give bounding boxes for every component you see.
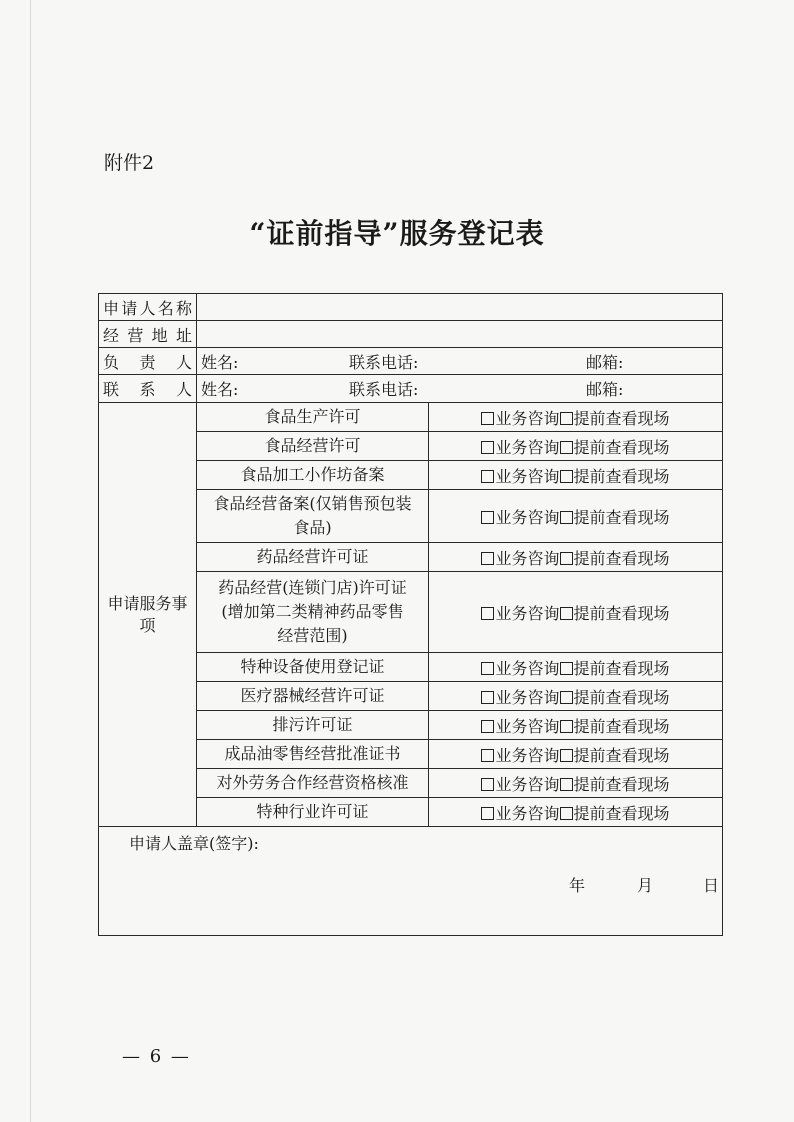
- checkbox-consult[interactable]: [481, 607, 494, 620]
- option-site-label: 提前查看现场: [573, 745, 670, 765]
- name-label: 姓名:: [201, 352, 239, 372]
- service-options: [429, 543, 723, 572]
- checkbox-site[interactable]: [560, 749, 573, 762]
- service-options: [429, 798, 723, 827]
- option-site-label: 提前查看现场: [573, 548, 670, 568]
- checkbox-consult[interactable]: [481, 778, 494, 791]
- row-signature: [99, 827, 723, 936]
- option-site-label: 提前查看现场: [573, 437, 670, 457]
- service-options: [429, 490, 723, 543]
- checkbox-site[interactable]: [560, 511, 573, 524]
- option-site-label: 提前查看现场: [573, 774, 670, 794]
- service-options: [429, 740, 723, 769]
- name-label: 姓名:: [201, 380, 239, 399]
- checkbox-site[interactable]: [560, 441, 573, 454]
- service-name: 对外劳务合作经营资格核准: [197, 769, 429, 798]
- checkbox-site[interactable]: [560, 720, 573, 733]
- service-name: 药品经营许可证: [197, 543, 429, 572]
- email-label: 邮箱:: [586, 352, 624, 372]
- signature-label: 申请人盖章(签字):: [129, 834, 259, 853]
- row-applicant-name: [99, 294, 723, 321]
- checkbox-site[interactable]: [560, 470, 573, 483]
- person-in-charge-label: 负责人: [99, 348, 197, 375]
- page-number: — 6 —: [122, 1046, 191, 1067]
- row-business-address: [99, 321, 723, 348]
- date-year-label: 年: [569, 876, 586, 895]
- option-consult-label: 业务咨询: [495, 507, 560, 527]
- checkbox-consult[interactable]: [481, 511, 494, 524]
- checkbox-site[interactable]: [560, 412, 573, 425]
- option-consult-label: 业务咨询: [495, 774, 560, 794]
- option-site-label: 提前查看现场: [573, 803, 670, 823]
- checkbox-consult[interactable]: [481, 749, 494, 762]
- date-day-label: 日: [703, 876, 720, 895]
- checkbox-consult[interactable]: [481, 552, 494, 565]
- checkbox-site[interactable]: [560, 691, 573, 704]
- service-name: 排污许可证: [197, 711, 429, 740]
- service-row: [99, 403, 723, 432]
- option-site-label: 提前查看现场: [573, 466, 670, 486]
- signature-field[interactable]: [99, 827, 723, 936]
- phone-label: 联系电话:: [349, 380, 419, 399]
- option-site-label: 提前查看现场: [573, 716, 670, 736]
- scan-edge-line: [30, 0, 31, 1122]
- contact-person-field[interactable]: [197, 375, 723, 403]
- service-name: 成品油零售经营批准证书: [197, 740, 429, 769]
- service-options: [429, 461, 723, 490]
- option-consult-label: 业务咨询: [495, 745, 560, 765]
- option-consult-label: 业务咨询: [495, 658, 560, 678]
- option-consult-label: 业务咨询: [495, 603, 560, 623]
- service-name: 食品经营许可: [197, 432, 429, 461]
- option-consult-label: 业务咨询: [495, 716, 560, 736]
- option-consult-label: 业务咨询: [495, 548, 560, 568]
- email-label: 邮箱:: [586, 380, 624, 399]
- service-options: [429, 653, 723, 682]
- option-consult-label: 业务咨询: [495, 687, 560, 707]
- checkbox-consult[interactable]: [481, 720, 494, 733]
- registration-form-table: [98, 293, 723, 936]
- checkbox-site[interactable]: [560, 607, 573, 620]
- option-site-label: 提前查看现场: [573, 658, 670, 678]
- checkbox-consult[interactable]: [481, 470, 494, 483]
- service-options: [429, 682, 723, 711]
- option-consult-label: 业务咨询: [495, 466, 560, 486]
- option-consult-label: 业务咨询: [495, 408, 560, 428]
- applicant-name-label: 申请人名称: [99, 294, 197, 321]
- row-contact-person: [99, 375, 723, 403]
- option-site-label: 提前查看现场: [573, 687, 670, 707]
- checkbox-consult[interactable]: [481, 441, 494, 454]
- person-in-charge-field[interactable]: [197, 348, 723, 375]
- service-name: 食品加工小作坊备案: [197, 461, 429, 490]
- page-title: “证前指导”服务登记表: [249, 217, 545, 250]
- service-name: 特种行业许可证: [197, 798, 429, 827]
- business-address-field[interactable]: [197, 321, 723, 348]
- contact-person-label: 联系人: [99, 375, 197, 403]
- service-name: 药品经营(连锁门店)许可证 (增加第二类精神药品零售 经营范围): [197, 572, 429, 653]
- checkbox-consult[interactable]: [481, 662, 494, 675]
- business-address-label: 经营地址: [99, 321, 197, 348]
- row-person-in-charge: [99, 348, 723, 375]
- checkbox-site[interactable]: [560, 662, 573, 675]
- option-site-label: 提前查看现场: [573, 507, 670, 527]
- option-site-label: 提前查看现场: [573, 603, 670, 623]
- service-name: 特种设备使用登记证: [197, 653, 429, 682]
- option-site-label: 提前查看现场: [573, 408, 670, 428]
- service-options: [429, 769, 723, 798]
- checkbox-consult[interactable]: [481, 807, 494, 820]
- applicant-name-field[interactable]: [197, 294, 723, 321]
- service-name: 食品生产许可: [197, 403, 429, 432]
- checkbox-consult[interactable]: [481, 691, 494, 704]
- service-category-label: 申请服务事项: [99, 403, 197, 827]
- checkbox-site[interactable]: [560, 807, 573, 820]
- service-options: [429, 432, 723, 461]
- service-options: [429, 572, 723, 653]
- service-options: [429, 711, 723, 740]
- attachment-label: 附件2: [104, 152, 155, 174]
- checkbox-site[interactable]: [560, 778, 573, 791]
- checkbox-consult[interactable]: [481, 412, 494, 425]
- service-options: [429, 403, 723, 432]
- checkbox-site[interactable]: [560, 552, 573, 565]
- option-consult-label: 业务咨询: [495, 437, 560, 457]
- service-name: 食品经营备案(仅销售预包装 食品): [197, 490, 429, 543]
- date-month-label: 月: [637, 876, 654, 895]
- phone-label: 联系电话:: [349, 352, 419, 372]
- option-consult-label: 业务咨询: [495, 803, 560, 823]
- service-name: 医疗器械经营许可证: [197, 682, 429, 711]
